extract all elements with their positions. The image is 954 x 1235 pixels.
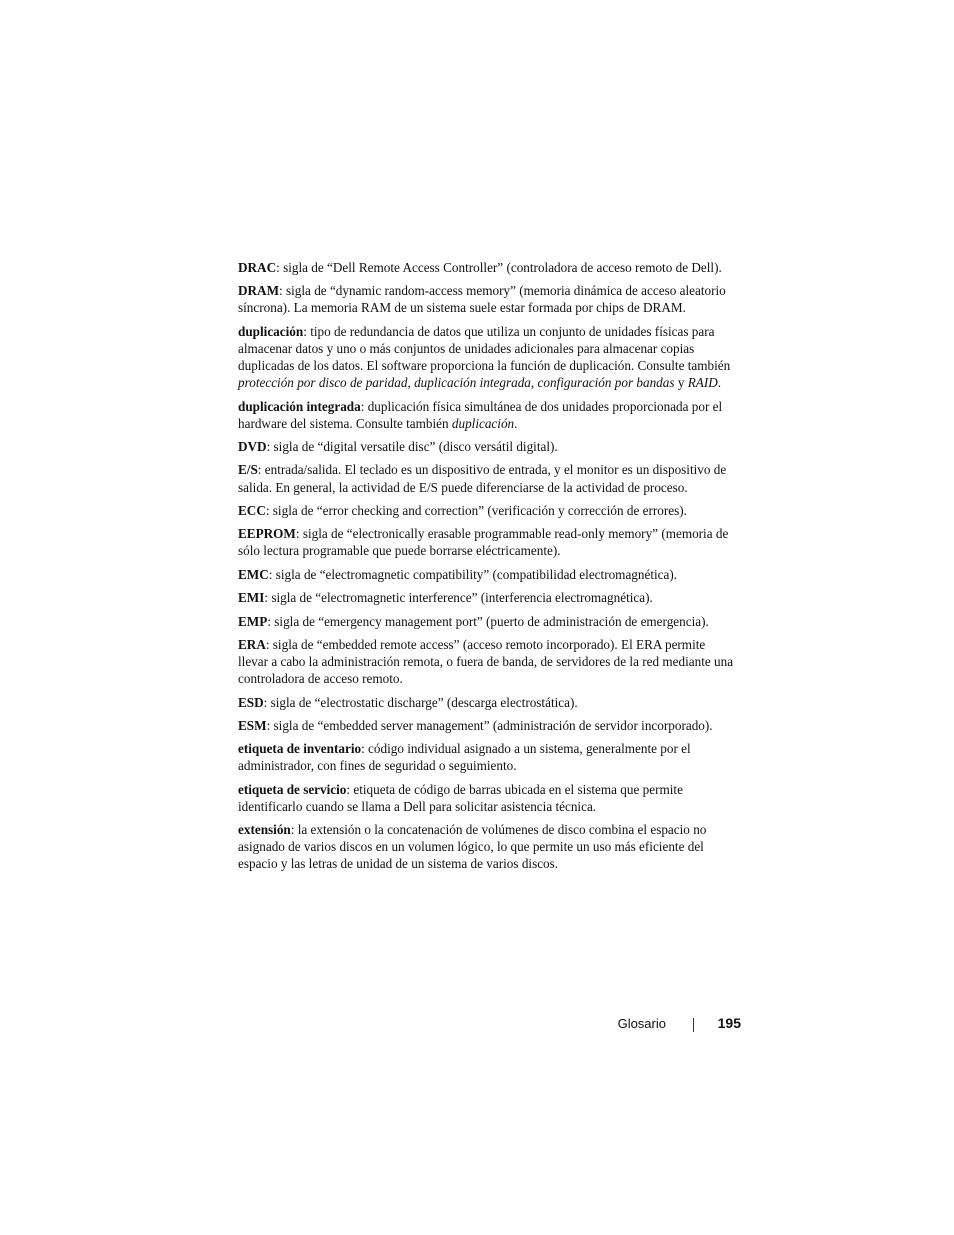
page-number: 195 [717, 1015, 741, 1031]
glossary-term: EMI [238, 590, 265, 606]
footer-section-title: Glosario [617, 1016, 666, 1031]
glossary-term: ESD [238, 694, 264, 710]
glossary-entry: DRAC: sigla de “Dell Remote Access Controller” (controladora de acceso remoto de Dell). [238, 260, 722, 275]
glossary-entry: EMC: sigla de “electromagnetic compatibility” (compatibilidad electromagnética). [238, 566, 678, 582]
glossary-term: EMP [238, 613, 268, 629]
glossary-term: etiqueta de inventario [238, 741, 362, 757]
glossary-entry: duplicación integrada: duplicación física simultánea de dos unidades proporcionada por el hardware del sistema. Consulte también duplicación. [238, 398, 723, 431]
glossary-entry: etiqueta de servicio: etiqueta de código de barras ubicada en el sistema que permite identificarlo cuando se llama a Dell para solicitar asistencia técnica. [238, 781, 683, 814]
glossary-entry: EMI: sigla de “electromagnetic interference” (interferencia electromagnética). [238, 590, 653, 606]
glossary-entry: duplicación: tipo de redundancia de datos que utiliza un conjunto de unidades físicas para almacenar datos y uno o más conjuntos de unidades adicionales para almacenar copias duplicadas de los datos. El software proporciona la función de duplicación. Consulte también protección por disco de paridad, duplicación integrada, configuración por bandas y RAID. [238, 323, 731, 391]
cross-reference: duplicación integrada [414, 375, 531, 391]
footer-divider [693, 1018, 694, 1032]
glossary-entry: EMP: sigla de “emergency management port” (puerto de administración de emergencia). [238, 613, 709, 629]
glossary-entry: ESD: sigla de “electrostatic discharge” (descarga electrostática). [238, 694, 578, 710]
glossary-entry: etiqueta de inventario: código individual asignado a un sistema, generalmente por el administrador, con fines de seguridad o seguimiento. [238, 741, 691, 774]
glossary-term: ECC [238, 502, 266, 518]
glossary-entry: ECC: sigla de “error checking and correction” (verificación y corrección de errores). [238, 502, 687, 518]
glossary-entry: DRAM: sigla de “dynamic random-access memory” (memoria dinámica de acceso aleatorio síncrona). La memoria RAM de un sistema suele estar formada por chips de DRAM. [238, 283, 726, 316]
page-footer [560, 1014, 741, 1036]
glossary-term: extensión [238, 822, 291, 838]
glossary-term: DRAC [238, 260, 277, 275]
cross-reference: duplicación [451, 415, 515, 431]
glossary-term: DVD [238, 439, 267, 455]
glossary-term: DRAM [238, 283, 280, 299]
glossary-entry: DVD: sigla de “digital versatile disc” (disco versátil digital). [238, 439, 558, 455]
glossary-entry: EEPROM: sigla de “electronically erasable programmable read-only memory” (memoria de sólo lectura programable que puede borrarse eléctricamente). [238, 526, 729, 559]
glossary-entry: extensión: la extensión o la concatenación de volúmenes de disco combina el espacio no asignado de varios discos en un volumen lógico, lo que permite un uso más eficiente del espacio y las letras de unidad de un sistema de varios discos. [238, 822, 707, 872]
glossary-entry: ESM: sigla de “embedded server management” (administración de servidor incorporado). [238, 717, 713, 733]
cross-reference: RAID [687, 375, 718, 391]
glossary-term: ERA [238, 636, 266, 652]
glossary-term: duplicación [238, 323, 304, 339]
glossary-term: ESM [238, 717, 267, 733]
glossary-term: duplicación integrada [238, 398, 361, 414]
glossary-entry: ERA: sigla de “embedded remote access” (acceso remoto incorporado). El ERA permite llevar a cabo la administración remota, o fuera de banda, de servidores de la red mediante una controladora de acceso remoto. [238, 636, 734, 687]
glossary-entry: E/S: entrada/salida. El teclado es un dispositivo de entrada, y el monitor es un dispositivo de salida. En general, la actividad de E/S puede diferenciarse de la actividad de proceso. [238, 462, 727, 495]
cross-reference: protección por disco de paridad [238, 375, 408, 391]
glossary-term: EMC [238, 566, 269, 582]
cross-reference: configuración por bandas [537, 375, 675, 391]
glossary-entries [238, 259, 738, 879]
glossary-term: EEPROM [238, 526, 296, 542]
glossary-term: etiqueta de servicio [238, 781, 347, 797]
glossary-term: E/S [238, 462, 258, 478]
